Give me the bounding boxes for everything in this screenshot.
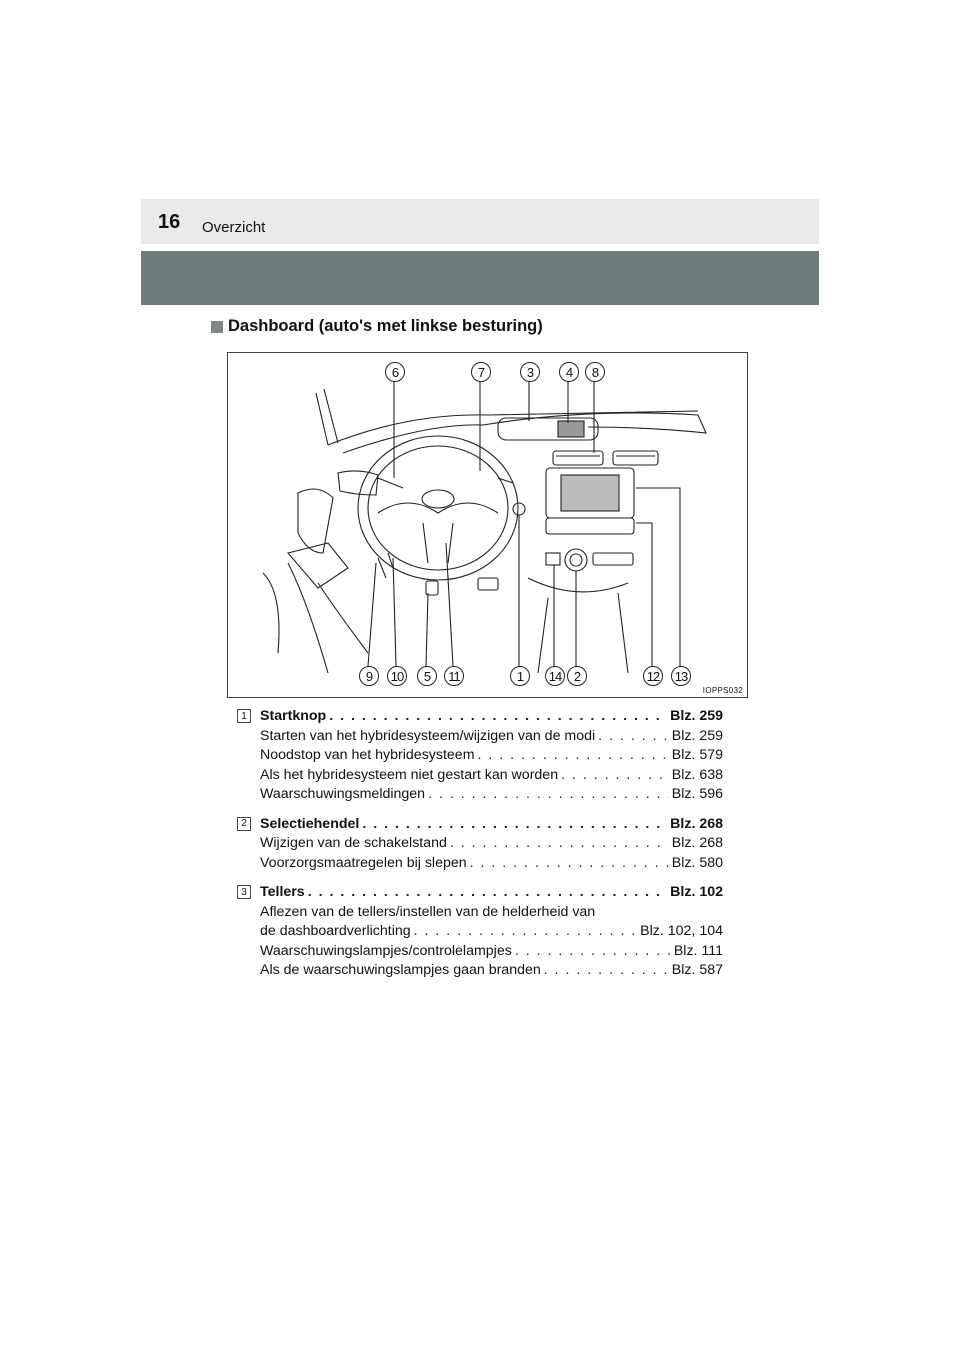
entry-title-line: [260, 707, 723, 727]
sub-item: [260, 834, 723, 854]
dashboard-drawing: [228, 353, 747, 697]
sub-item-label: Voorzorgsmaatregelen bij slepen: [260, 854, 467, 871]
entry-title: Startknop: [260, 708, 327, 724]
callout-8: 8: [585, 362, 605, 382]
page-ref: Blz. 111: [673, 942, 723, 959]
page-ref: Blz. 596: [671, 786, 723, 802]
leader-dots: [515, 942, 671, 962]
callout-14: 14: [545, 666, 565, 686]
page-ref: Blz. 102: [670, 884, 723, 900]
sub-item: [260, 766, 723, 786]
leader-dots: [308, 883, 667, 903]
sub-item-label: Waarschuwingslampjes/controlelampjes: [260, 942, 512, 959]
sub-item-label: Waarschuwingsmeldingen: [260, 786, 426, 802]
entry-title: Selectiehendel: [260, 815, 360, 832]
entry-3: [237, 883, 723, 981]
entry-number: 1: [237, 709, 251, 723]
entry-title-line: [260, 815, 723, 835]
callout-12: 12: [643, 666, 663, 686]
callout-9: 9: [359, 666, 379, 686]
entry-number: 2: [237, 817, 251, 831]
chapter-bar: [141, 251, 819, 305]
callout-5: 5: [417, 666, 437, 686]
sub-item-label: Als de waarschuwingslampjes gaan branden: [260, 962, 541, 978]
leader-dots: [428, 785, 669, 805]
leader-dots: [362, 815, 667, 835]
leader-dots: [329, 707, 667, 727]
subheading: [211, 317, 543, 336]
leader-dots: [470, 854, 669, 874]
leader-dots: [414, 922, 638, 942]
page-number: 16: [158, 211, 181, 233]
square-bullet-icon: [211, 321, 223, 333]
entry-title-line: [260, 883, 723, 903]
sub-item: [260, 785, 723, 805]
page-ref: Blz. 259: [671, 727, 723, 744]
sub-item-label: Starten van het hybridesysteem/wijzigen van de modi: [260, 727, 596, 744]
callout-10: 10: [387, 666, 407, 686]
section-title: Overzicht: [202, 219, 266, 236]
subheading-text: Dashboard (auto's met linkse besturing): [228, 317, 543, 335]
sub-item: [260, 727, 723, 747]
sub-item: [260, 746, 723, 766]
leader-dots: [450, 834, 669, 854]
sub-item-label: de dashboardverlichting: [260, 923, 411, 939]
callout-3: 3: [520, 362, 540, 382]
sub-item: [260, 922, 723, 942]
dashboard-illustration: [227, 352, 748, 698]
sub-item: [260, 903, 723, 923]
callout-7: 7: [471, 362, 491, 382]
entry-number: 3: [237, 885, 251, 899]
callout-11: 11: [444, 666, 464, 686]
entry-list: [237, 707, 723, 991]
callout-13: 13: [671, 666, 691, 686]
page-ref: Blz. 259: [670, 708, 723, 724]
callout-4: 4: [559, 362, 579, 382]
page-ref: Blz. 102, 104: [640, 923, 723, 939]
sub-item-label: Aflezen van de tellers/instellen van de helderheid van: [260, 903, 596, 920]
entry-1: [237, 707, 723, 805]
figure-id: IOPPS032: [702, 686, 743, 695]
sub-item: [260, 854, 723, 874]
page-ref: Blz. 638: [671, 766, 723, 783]
callout-1: 1: [510, 666, 530, 686]
sub-item: [260, 961, 723, 981]
entry-2: [237, 815, 723, 874]
page-ref: Blz. 579: [671, 747, 723, 763]
callout-6: 6: [385, 362, 405, 382]
callout-2: 2: [567, 666, 587, 686]
leader-dots: [561, 766, 669, 786]
page-ref: Blz. 268: [670, 815, 723, 832]
page-ref: Blz. 580: [671, 854, 723, 871]
sub-item: [260, 942, 723, 962]
leader-dots: [598, 727, 669, 747]
sub-item-label: Wijzigen van de schakelstand: [260, 835, 447, 851]
page-ref: Blz. 587: [671, 962, 723, 978]
sub-item-label: Als het hybridesysteem niet gestart kan worden: [260, 766, 559, 783]
leader-dots: [544, 961, 669, 981]
page-ref: Blz. 268: [671, 835, 723, 851]
entry-title: Tellers: [260, 884, 305, 900]
sub-item-label: Noodstop van het hybridesysteem: [260, 747, 475, 763]
leader-dots: [478, 746, 669, 766]
